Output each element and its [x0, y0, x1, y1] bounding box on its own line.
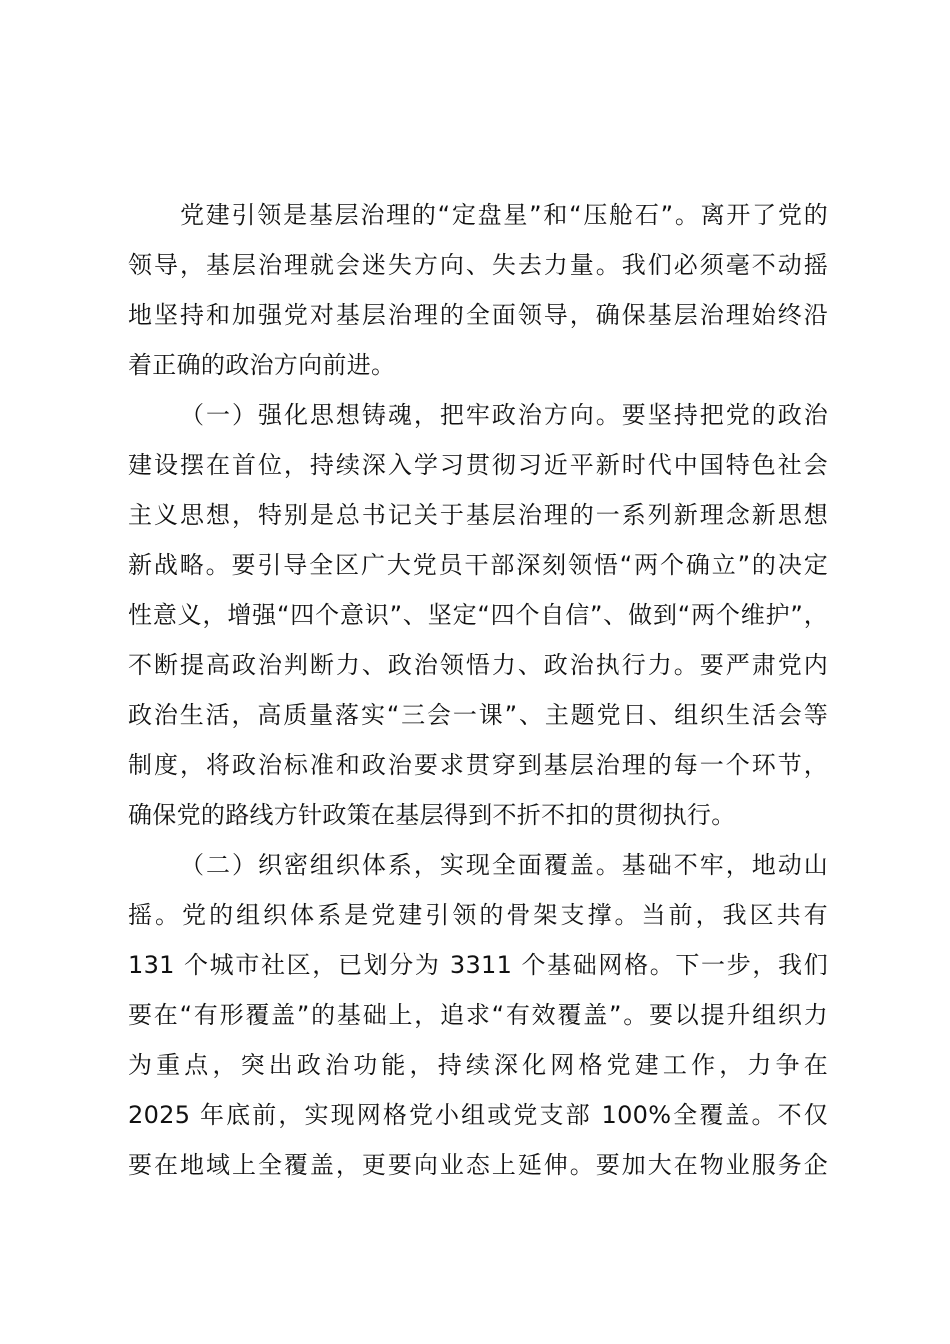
text-line: 性意义，增强“四个意识”、坚定“四个自信”、做到“两个维护”，: [128, 601, 828, 629]
text-line: （一）强化思想铸魂，把牢政治方向。要坚持把党的政治: [180, 401, 828, 429]
document-body: [128, 190, 828, 1190]
text-line: 党建引领是基层治理的“定盘星”和“压舱石”。离开了党的: [180, 201, 828, 229]
text-line: 131 个城市社区，已划分为 3311 个基础网格。下一步，我们: [128, 951, 828, 979]
text-line: 政治生活，高质量落实“三会一课”、主题党日、组织生活会等: [128, 701, 828, 729]
text-line: 建设摆在首位，持续深入学习贯彻习近平新时代中国特色社会: [128, 451, 828, 479]
paragraph-intro: [128, 190, 828, 390]
text-line: 着正确的政治方向前进。: [128, 351, 396, 379]
text-line: 要在“有形覆盖”的基础上，追求“有效覆盖”。要以提升组织力: [128, 1001, 828, 1029]
text-line: 领导，基层治理就会迷失方向、失去力量。我们必须毫不动摇: [128, 251, 828, 279]
text-line: 2025 年底前，实现网格党小组或党支部 100%全覆盖。不仅: [128, 1101, 828, 1129]
text-line: 确保党的路线方针政策在基层得到不折不扣的贯彻执行。: [128, 801, 736, 829]
text-line: 要在地域上全覆盖，更要向业态上延伸。要加大在物业服务企: [128, 1151, 828, 1179]
paragraph-section-1: [128, 390, 828, 840]
text-line: 地坚持和加强党对基层治理的全面领导，确保基层治理始终沿: [128, 301, 828, 329]
text-line: 摇。党的组织体系是党建引领的骨架支撑。当前，我区共有: [128, 901, 828, 929]
text-line: 制度，将政治标准和政治要求贯穿到基层治理的每一个环节，: [128, 751, 828, 779]
text-line: 不断提高政治判断力、政治领悟力、政治执行力。要严肃党内: [128, 651, 828, 679]
text-line: （二）织密组织体系，实现全面覆盖。基础不牢，地动山: [180, 851, 828, 879]
text-line: 新战略。要引导全区广大党员干部深刻领悟“两个确立”的决定: [128, 551, 828, 579]
text-line: 为重点，突出政治功能，持续深化网格党建工作，力争在: [128, 1051, 828, 1079]
paragraph-section-2: [128, 840, 828, 1190]
text-line: 主义思想，特别是总书记关于基层治理的一系列新理念新思想: [128, 501, 828, 529]
